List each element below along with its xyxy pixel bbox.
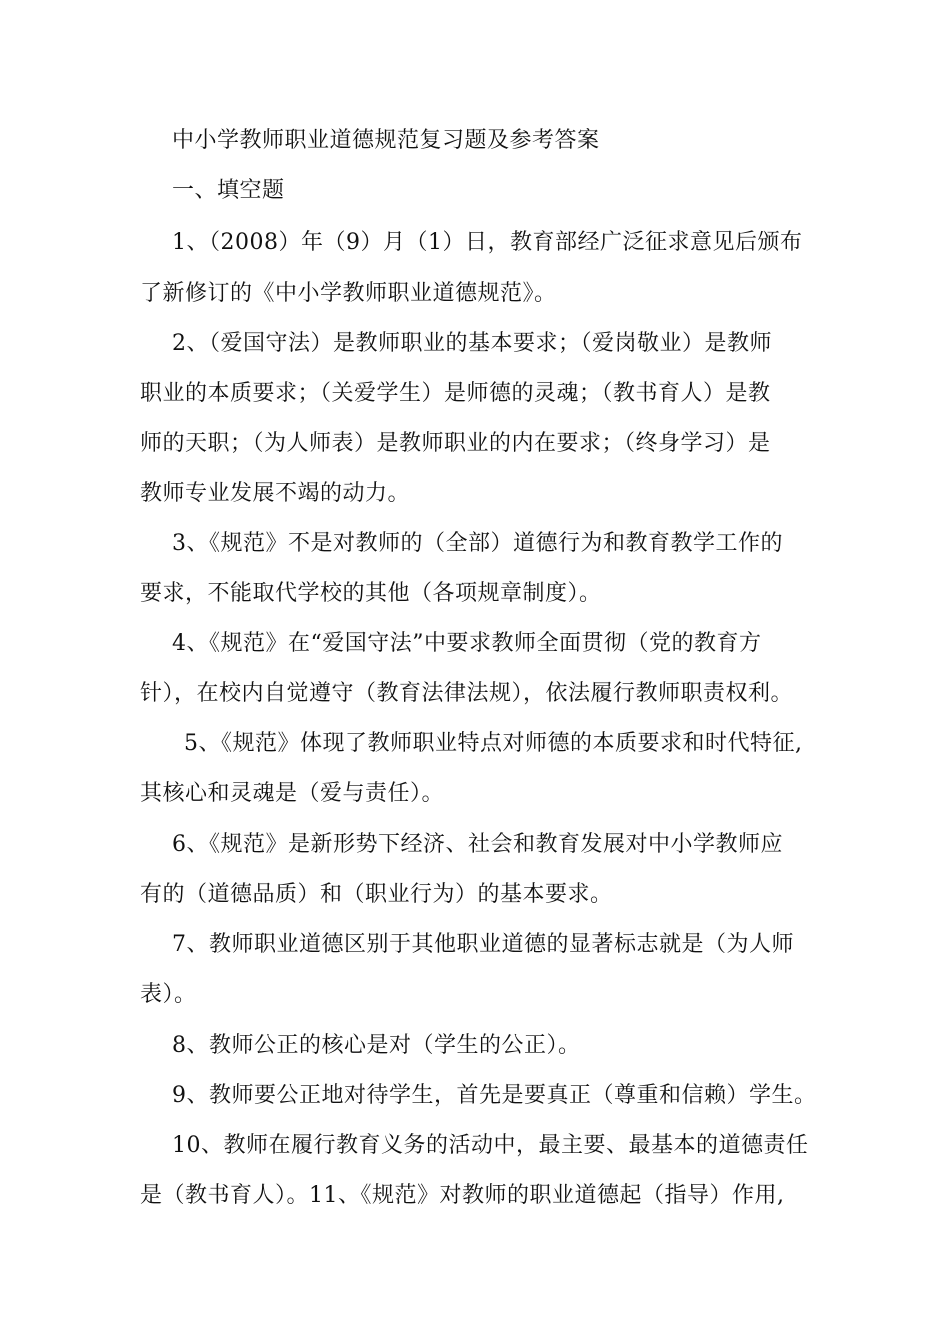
text-line: 是（教书育人）。11、《规范》对教师的职业道德起（指导）作用, [140, 1183, 785, 1208]
text-line: 职业的本质要求；（关爱学生）是师德的灵魂；（教书育人）是教 [140, 381, 771, 406]
text-line: 8、教师公正的核心是对（学生的公正）。 [172, 1033, 581, 1058]
text-line: 针），在校内自觉遵守（教育法律法规），依法履行教师职责权利。 [140, 681, 794, 706]
text-line: 有的（道德品质）和（职业行为）的基本要求。 [140, 882, 613, 907]
text-line: 4、《规范》在“爱国守法”中要求教师全面贯彻（党的教育方 [172, 631, 762, 656]
document-title: 中小学教师职业道德规范复习题及参考答案 [172, 128, 600, 153]
text-line: 表）。 [140, 982, 197, 1007]
text-line: 9、教师要公正地对待学生，首先是要真正（尊重和信赖）学生。 [172, 1083, 817, 1108]
text-line: 7、教师职业道德区别于其他职业道德的显著标志就是（为人师 [172, 932, 794, 957]
text-line: 6、《规范》是新形势下经济、社会和教育发展对中小学教师应 [172, 832, 783, 857]
text-line: 5、《规范》体现了教师职业特点对师德的本质要求和时代特征, [184, 731, 803, 756]
text-line: 2、（爱国守法）是教师职业的基本要求；（爱岗敬业）是教师 [172, 331, 772, 356]
text-line: 1、（2008）年（9）月（1）日，教育部经广泛征求意见后颁布 [172, 230, 803, 255]
text-line: 师的天职；（为人师表）是教师职业的内在要求；（终身学习）是 [140, 431, 771, 456]
text-line: 了新修订的《中小学教师职业道德规范》。 [140, 281, 557, 306]
text-line: 要求，不能取代学校的其他（各项规章制度）。 [140, 581, 602, 606]
text-line: 教师专业发展不竭的动力。 [140, 481, 411, 506]
text-line: 其核心和灵魂是（爱与责任）。 [140, 781, 445, 806]
text-line: 3、《规范》不是对教师的（全部）道德行为和教育教学工作的 [172, 531, 783, 556]
text-line: 10、教师在履行教育义务的活动中，最主要、最基本的道德责任 [172, 1133, 809, 1158]
section-heading: 一、填空题 [172, 178, 285, 203]
